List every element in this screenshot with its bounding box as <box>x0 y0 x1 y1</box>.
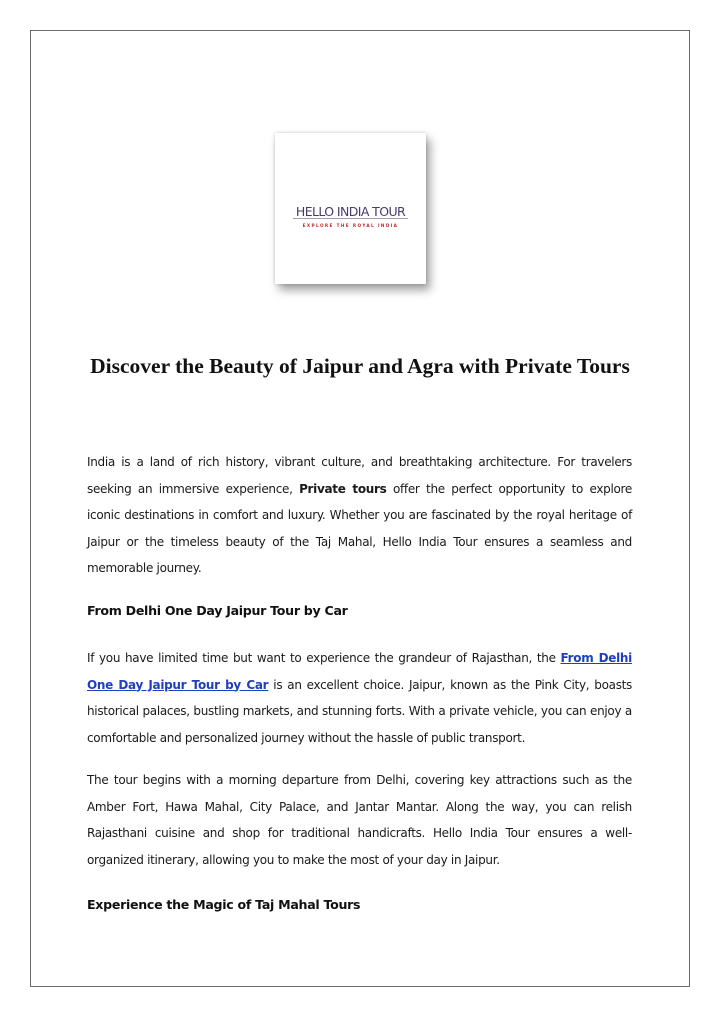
jaipur-paragraph-2: The tour begins with a morning departure from Delhi, covering key attractions such as the Amber Fort, Hawa Mahal, City Palace, and Jantar Mantar. Along the way, you can relish Rajasthani cuisine and shop for traditional handicrafts. Hello India Tour ensures a well-organized itinerary, allowing you to make the most of your day in Jaipur. <box>87 773 632 867</box>
hello-india-tour-logo <box>275 133 426 284</box>
jaipur-tour-link[interactable]: From Delhi One Day Jaipur Tour by Car <box>87 651 632 692</box>
intro-bold-text: Private tours <box>299 481 387 496</box>
intro-text-end: offer the perfect opportunity to explore iconic destinations in comfort and luxury. Whether you are fascinated by the royal heritage of Jaipur or the timeless beauty of the Taj Mahal, Hello India Tour ensures a seamless and memorable journey. <box>87 481 632 575</box>
logo-card <box>275 133 426 284</box>
logo-brand-text: HELLO INDIA TOUR <box>295 204 406 219</box>
page-title: Discover the Beauty of Jaipur and Agra with Private Tours <box>90 354 630 378</box>
jaipur-p1-text-start: If you have limited time but want to experience the grandeur of Rajasthan, the <box>87 651 561 665</box>
jaipur-p1-text-end: is an excellent choice. Jaipur, known as the Pink City, boasts historical palaces, bustling markets, and stunning forts. With a private vehicle, you can enjoy a comfortable and personalized journey without the hassle of public transport. <box>87 677 632 745</box>
section-heading-taj-mahal: Experience the Magic of Taj Mahal Tours <box>87 897 361 912</box>
jaipur-paragraph-1 <box>87 645 632 751</box>
intro-paragraph <box>87 449 632 582</box>
intro-text-start: India is a land of rich history, vibrant culture, and breathtaking architecture. For travelers seeking an immersive experience, <box>87 455 632 496</box>
logo-tagline-text: EXPLORE THE ROYAL INDIA <box>302 223 399 228</box>
section-heading-jaipur: From Delhi One Day Jaipur Tour by Car <box>87 603 348 618</box>
